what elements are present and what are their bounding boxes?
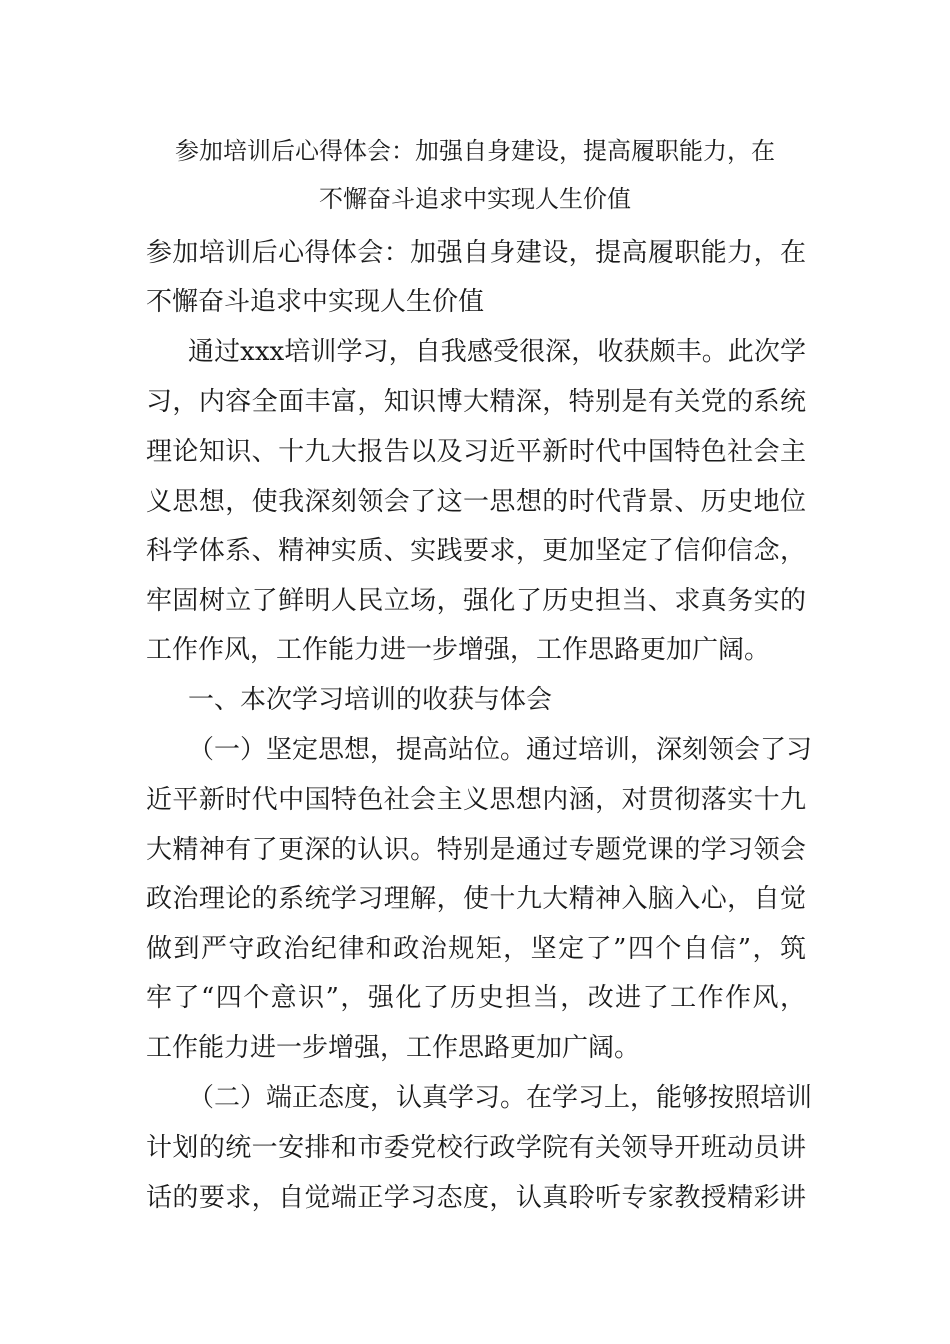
subsection-one-line: 近平新时代中国特色社会主义思想内涵，对贯彻落实十九 — [146, 785, 806, 815]
intro-paragraph-line: 理论知识、十九大报告以及习近平新时代中国特色社会主 — [146, 437, 806, 467]
repeated-title-line-1: 参加培训后心得体会：加强自身建设，提高履职能力，在 — [146, 238, 806, 268]
subsection-one-line: 大精神有了更深的认识。特别是通过专题党课的学习领会 — [146, 835, 806, 865]
intro-paragraph-line: 通过xxx培训学习，自我感受很深，收获颇丰。此次学 — [188, 337, 806, 367]
subsection-one-line: 工作能力进一步增强，工作思路更加广阔。 — [146, 1033, 641, 1063]
intro-paragraph-line: 科学体系、精神实质、实践要求，更加坚定了信仰信念， — [146, 536, 806, 566]
intro-paragraph-line: 习，内容全面丰富，知识博大精深，特别是有关党的系统 — [146, 387, 806, 417]
intro-paragraph-line: 工作作风，工作能力进一步增强，工作思路更加广阔。 — [146, 635, 771, 665]
subsection-two-line: 话的要求，自觉端正学习态度，认真聆听专家教授精彩讲 — [146, 1183, 806, 1213]
intro-paragraph-line: 牢固树立了鲜明人民立场，强化了历史担当、求真务实的 — [146, 586, 806, 616]
intro-paragraph-line: 义思想，使我深刻领会了这一思想的时代背景、历史地位 — [146, 487, 806, 517]
subsection-one-line: 做到严守政治纪律和政治规矩，坚定了”四个自信”，筑 — [146, 934, 806, 964]
subsection-two-line: （二）端正态度，认真学习。在学习上，能够按照培训 — [188, 1083, 813, 1113]
document-title-line-2: 不懈奋斗追求中实现人生价值 — [319, 185, 631, 213]
subsection-one-line: （一）坚定思想，提高站位。通过培训，深刻领会了习 — [188, 735, 813, 765]
section-heading: 一、本次学习培训的收获与体会 — [188, 685, 553, 715]
document-title-line-1: 参加培训后心得体会：加强自身建设，提高履职能力，在 — [175, 137, 775, 165]
repeated-title-line-2: 不懈奋斗追求中实现人生价值 — [146, 287, 485, 317]
subsection-two-line: 计划的统一安排和市委党校行政学院有关领导开班动员讲 — [146, 1133, 806, 1163]
subsection-one-line: 牢了“四个意识”，强化了历史担当，改进了工作作风， — [146, 983, 806, 1013]
subsection-one-line: 政治理论的系统学习理解，使十九大精神入脑入心，自觉 — [146, 884, 806, 914]
